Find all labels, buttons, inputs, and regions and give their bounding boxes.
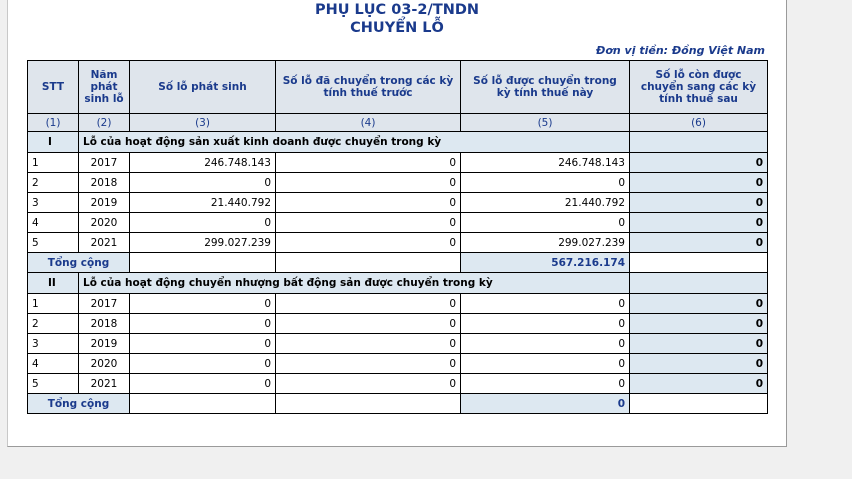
table-row [28, 374, 768, 394]
arising-input[interactable]: 0 [130, 354, 276, 374]
arising-input[interactable]: 0 [130, 213, 276, 233]
total-blank-cell [630, 253, 768, 273]
col-number: (1) [28, 114, 79, 132]
stt-cell: 1 [28, 153, 79, 173]
section-title: Lỗ của hoạt động sản xuất kinh doanh được chuyển trong kỳ [79, 132, 630, 153]
year-cell: 2020 [79, 213, 130, 233]
year-cell: 2017 [79, 153, 130, 173]
remain-cell: 0 [630, 173, 768, 193]
stt-cell: 3 [28, 193, 79, 213]
stt-cell: 3 [28, 334, 79, 354]
col-header-remain: Số lỗ còn được chuyển sang các kỳ tính thuế sau [630, 61, 768, 114]
total-blank-cell [630, 394, 768, 414]
total-blank-cell [130, 394, 276, 414]
total-blank-cell [276, 253, 461, 273]
col-number: (2) [79, 114, 130, 132]
section-roman: II [28, 273, 79, 294]
this-input[interactable]: 21.440.792 [461, 193, 630, 213]
col-header-year: Năm phát sinh lỗ [79, 61, 130, 114]
this-input[interactable]: 246.748.143 [461, 153, 630, 173]
form-sheet [7, 0, 787, 447]
this-input[interactable]: 0 [461, 314, 630, 334]
col-number: (3) [130, 114, 276, 132]
total-this-value: 0 [461, 394, 630, 414]
year-cell: 2021 [79, 374, 130, 394]
prev-input[interactable]: 0 [276, 233, 461, 253]
year-cell: 2018 [79, 314, 130, 334]
col-header-prev: Số lỗ đã chuyển trong các kỳ tính thuế trước [276, 61, 461, 114]
arising-input[interactable]: 0 [130, 173, 276, 193]
stt-cell: 5 [28, 233, 79, 253]
form-title: PHỤ LỤC 03-2/TNDN [314, 2, 480, 18]
prev-input[interactable]: 0 [276, 314, 461, 334]
stt-cell: 4 [28, 354, 79, 374]
arising-input[interactable]: 21.440.792 [130, 193, 276, 213]
year-cell: 2020 [79, 354, 130, 374]
total-blank-cell [276, 394, 461, 414]
remain-cell: 0 [630, 314, 768, 334]
table-row [28, 193, 768, 213]
year-cell: 2021 [79, 233, 130, 253]
prev-input[interactable]: 0 [276, 173, 461, 193]
table-header-row [28, 61, 768, 114]
prev-input[interactable]: 0 [276, 374, 461, 394]
stt-cell: 4 [28, 213, 79, 233]
table-row [28, 294, 768, 314]
remain-cell: 0 [630, 354, 768, 374]
remain-cell: 0 [630, 233, 768, 253]
arising-input[interactable]: 0 [130, 314, 276, 334]
form-subtitle: CHUYỂN LỖ [350, 20, 444, 36]
table-row [28, 173, 768, 193]
total-blank-cell [130, 253, 276, 273]
this-input[interactable]: 0 [461, 354, 630, 374]
table-row [28, 233, 768, 253]
prev-input[interactable]: 0 [276, 153, 461, 173]
currency-unit-note: Đơn vị tiền: Đồng Việt Nam [596, 44, 765, 57]
arising-input[interactable]: 0 [130, 334, 276, 354]
this-input[interactable]: 0 [461, 294, 630, 314]
total-this-value: 567.216.174 [461, 253, 630, 273]
remain-cell: 0 [630, 213, 768, 233]
total-row [28, 394, 768, 414]
this-input[interactable]: 0 [461, 374, 630, 394]
remain-cell: 0 [630, 374, 768, 394]
year-cell: 2019 [79, 334, 130, 354]
year-cell: 2019 [79, 193, 130, 213]
remain-cell: 0 [630, 153, 768, 173]
this-input[interactable]: 0 [461, 334, 630, 354]
remain-cell: 0 [630, 294, 768, 314]
section-title: Lỗ của hoạt động chuyển nhượng bất động sản được chuyển trong kỳ [79, 273, 630, 294]
remain-cell: 0 [630, 334, 768, 354]
prev-input[interactable]: 0 [276, 354, 461, 374]
col-number: (4) [276, 114, 461, 132]
table-row [28, 213, 768, 233]
arising-input[interactable]: 246.748.143 [130, 153, 276, 173]
section-blank-cell [630, 273, 768, 294]
year-cell: 2018 [79, 173, 130, 193]
prev-input[interactable]: 0 [276, 294, 461, 314]
stt-cell: 1 [28, 294, 79, 314]
total-label: Tổng cộng [28, 253, 130, 273]
prev-input[interactable]: 0 [276, 334, 461, 354]
section-roman: I [28, 132, 79, 153]
stt-cell: 2 [28, 173, 79, 193]
col-number: (6) [630, 114, 768, 132]
arising-input[interactable]: 0 [130, 374, 276, 394]
col-number: (5) [461, 114, 630, 132]
prev-input[interactable]: 0 [276, 193, 461, 213]
total-label: Tổng cộng [28, 394, 130, 414]
table-row [28, 334, 768, 354]
remain-cell: 0 [630, 193, 768, 213]
this-input[interactable]: 0 [461, 213, 630, 233]
section-header-row [28, 132, 768, 153]
stt-cell: 5 [28, 374, 79, 394]
col-header-stt: STT [28, 61, 79, 114]
this-input[interactable]: 0 [461, 173, 630, 193]
column-number-row [28, 114, 768, 132]
total-row [28, 253, 768, 273]
loss-carryforward-table [27, 60, 768, 414]
table-row [28, 153, 768, 173]
section-header-row [28, 273, 768, 294]
arising-input[interactable]: 299.027.239 [130, 233, 276, 253]
col-header-arising: Số lỗ phát sinh [130, 61, 276, 114]
table-row [28, 314, 768, 334]
arising-input[interactable]: 0 [130, 294, 276, 314]
this-input[interactable]: 299.027.239 [461, 233, 630, 253]
table-row [28, 354, 768, 374]
year-cell: 2017 [79, 294, 130, 314]
stt-cell: 2 [28, 314, 79, 334]
col-header-this: Số lỗ được chuyển trong kỳ tính thuế này [461, 61, 630, 114]
section-blank-cell [630, 132, 768, 153]
prev-input[interactable]: 0 [276, 213, 461, 233]
